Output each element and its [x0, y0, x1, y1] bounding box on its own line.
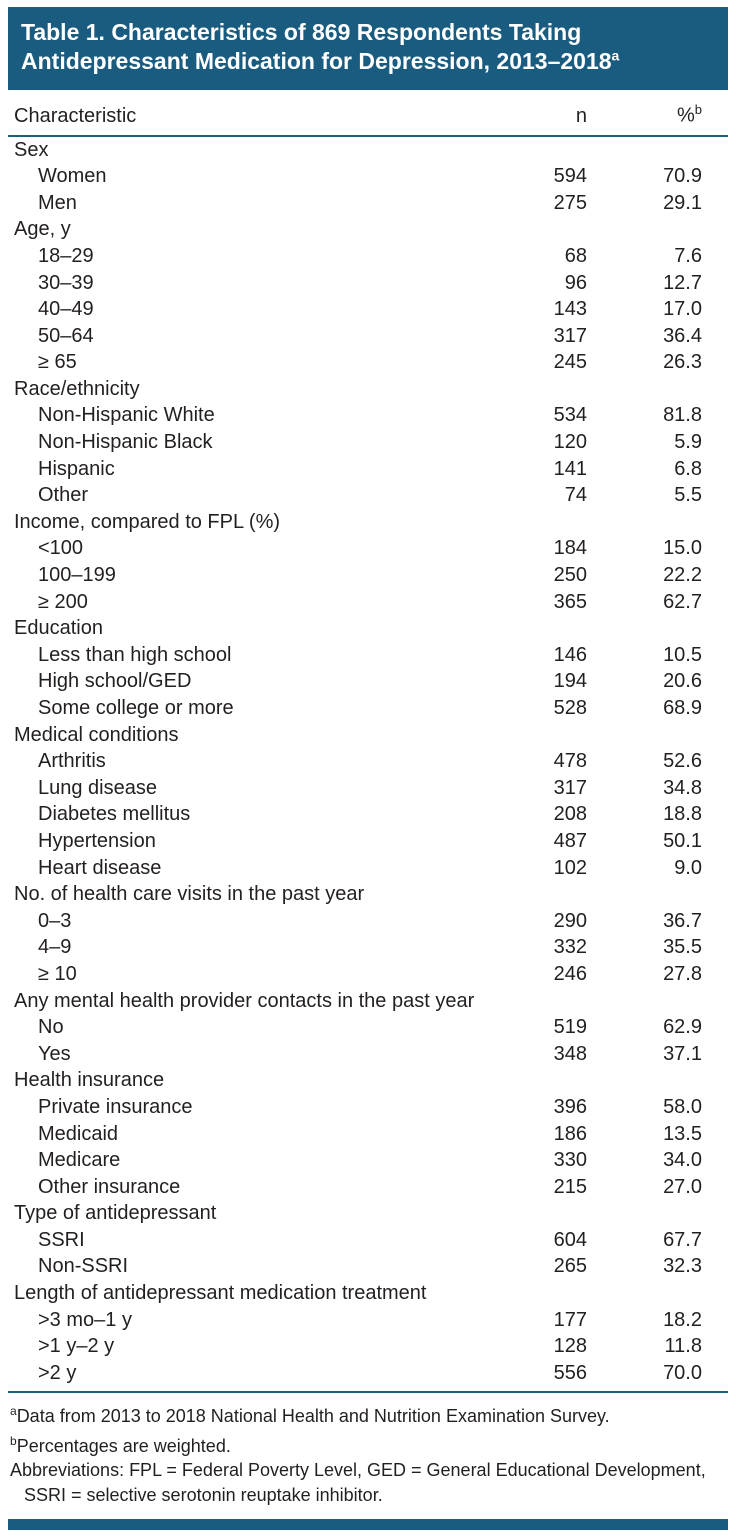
row-percent-value: 9.0 — [674, 856, 702, 879]
row-label-sub: 100–199 — [38, 564, 116, 587]
row-label-sub: 40–49 — [38, 298, 94, 321]
row-percent-value: 5.9 — [674, 431, 702, 454]
percent-sign: % — [676, 104, 695, 127]
column-header-row — [8, 90, 728, 135]
row-label-sub: SSRI — [38, 1228, 85, 1251]
row-label-sub: ≥ 10 — [38, 962, 77, 985]
table-row — [8, 803, 728, 830]
row-label-sub: Hispanic — [38, 457, 115, 480]
row-percent-value: 62.9 — [663, 1016, 702, 1039]
table-row — [8, 936, 728, 963]
table-row — [8, 564, 728, 591]
row-n-value: 146 — [553, 643, 587, 666]
table-row — [8, 1149, 728, 1176]
table-row — [8, 431, 728, 458]
row-n-value: 250 — [553, 564, 587, 587]
row-percent-value: 36.4 — [663, 324, 702, 347]
row-n-value: 528 — [553, 697, 587, 719]
row-label-sub: Some college or more — [38, 697, 234, 719]
row-label-sub: Non-Hispanic Black — [38, 431, 213, 454]
table-row — [8, 1176, 728, 1203]
row-percent-value: 68.9 — [663, 697, 702, 719]
row-percent-value: 17.0 — [663, 298, 702, 321]
row-n-value: 594 — [553, 165, 587, 188]
table-row — [8, 245, 728, 272]
table-row — [8, 777, 728, 804]
table-row — [8, 1096, 728, 1123]
column-header-percent — [587, 102, 728, 128]
row-label-sub: ≥ 65 — [38, 351, 77, 374]
row-label-sub: 0–3 — [38, 909, 72, 932]
footnotes-section — [8, 1393, 728, 1515]
row-percent-value: 58.0 — [663, 1095, 702, 1118]
row-n-value: 478 — [553, 750, 587, 773]
row-n-value: 290 — [553, 909, 587, 932]
row-n-value: 194 — [553, 670, 587, 693]
row-n-value: 177 — [553, 1308, 587, 1331]
row-n-value: 143 — [553, 298, 587, 321]
row-percent-value: 34.8 — [663, 776, 702, 799]
footnote: $^a$Data from 2013 to 2018 National Health and Nutrition Examination Survey. — [10, 1404, 610, 1427]
row-percent-value: 15.0 — [663, 537, 702, 560]
row-n-value: 604 — [553, 1228, 587, 1251]
row-n-value: 68 — [564, 244, 587, 267]
row-label-sub: <100 — [38, 537, 84, 560]
row-label-group: Age, y — [14, 218, 71, 241]
row-percent-value: 20.6 — [663, 670, 702, 693]
row-n-value: 348 — [553, 1042, 587, 1065]
row-percent-value: 10.5 — [663, 643, 702, 666]
row-n-value: 208 — [553, 803, 587, 826]
row-n-value: 74 — [564, 484, 587, 507]
row-percent-value: 29.1 — [663, 191, 702, 214]
row-n-value: 317 — [553, 324, 587, 347]
row-label-sub: Heart disease — [38, 856, 162, 879]
row-n-value: 186 — [553, 1122, 587, 1145]
row-percent-value: 37.1 — [663, 1042, 702, 1065]
table-row — [8, 1043, 728, 1070]
table-body — [8, 137, 728, 1392]
column-header-characteristic: Characteristic — [14, 104, 137, 127]
footnote: Abbreviations: FPL = Federal Poverty Level, GED = General Educational Development, SSRI = selective serotonin reuptake inhibitor. — [10, 1460, 706, 1505]
row-n-value: 120 — [553, 431, 587, 454]
row-label-sub: Arthritis — [38, 750, 106, 773]
row-n-value: 96 — [564, 271, 587, 294]
table-row — [8, 644, 728, 671]
row-label-sub: Medicare — [38, 1149, 121, 1172]
row-n-value: 534 — [553, 404, 587, 427]
row-label-group: Medical conditions — [14, 723, 179, 746]
table-row — [8, 218, 728, 245]
row-percent-value: 18.2 — [663, 1308, 702, 1331]
table-row — [8, 1335, 728, 1362]
row-n-value: 184 — [553, 537, 587, 560]
row-label-group: Income, compared to FPL (%) — [14, 510, 281, 533]
table-row — [8, 963, 728, 990]
table-row — [8, 724, 728, 751]
row-n-value: 215 — [553, 1175, 587, 1198]
table-row — [8, 750, 728, 777]
table-title-footnote-marker: a — [611, 47, 620, 64]
row-n-value: 246 — [553, 962, 587, 985]
row-percent-value: 27.8 — [663, 962, 702, 985]
table-row — [8, 378, 728, 405]
table-row — [8, 910, 728, 937]
row-n-value: 128 — [553, 1335, 587, 1358]
row-label-group: Education — [14, 617, 103, 640]
table-row — [8, 697, 728, 724]
row-percent-value: 32.3 — [663, 1255, 702, 1278]
row-label-sub: Lung disease — [38, 776, 157, 799]
row-percent-value: 5.5 — [674, 484, 702, 507]
row-percent-value: 18.8 — [663, 803, 702, 826]
row-n-value: 330 — [553, 1149, 587, 1172]
row-label-sub: Private insurance — [38, 1095, 193, 1118]
table-title-bar — [8, 7, 728, 90]
table-row — [8, 325, 728, 352]
row-label-group: Type of antidepressant — [14, 1202, 217, 1225]
table-row — [8, 1362, 728, 1389]
row-percent-value: 34.0 — [663, 1149, 702, 1172]
row-n-value: 141 — [553, 457, 587, 480]
row-percent-value: 70.9 — [663, 165, 702, 188]
row-label-group: Race/ethnicity — [14, 377, 140, 400]
row-label-sub: ≥ 200 — [38, 590, 88, 613]
row-label-sub: >2 y — [38, 1361, 77, 1384]
row-n-value: 556 — [553, 1361, 587, 1384]
row-percent-value: 81.8 — [663, 404, 702, 427]
row-label-sub: >3 mo–1 y — [38, 1308, 132, 1331]
table-row — [8, 511, 728, 538]
table-row — [8, 670, 728, 697]
row-percent-value: 26.3 — [663, 351, 702, 374]
row-label-group: Sex — [14, 138, 49, 161]
row-label-sub: 4–9 — [38, 936, 72, 959]
table-row — [8, 537, 728, 564]
table-row — [8, 192, 728, 219]
row-label-sub: 50–64 — [38, 324, 94, 347]
footnote-marker: b — [10, 1433, 17, 1448]
footnote: $^b$Percentages are weighted. — [10, 1433, 231, 1456]
row-label-sub: Other insurance — [38, 1175, 181, 1198]
table-row — [8, 883, 728, 910]
table-row — [8, 1202, 728, 1229]
table-title: Table 1. Characteristics of 869 Respondents Taking Antidepressant Medication for Depression, 2013–2018 — [21, 19, 612, 75]
table-row — [8, 139, 728, 166]
row-label-sub: Medicaid — [38, 1122, 119, 1145]
table-row — [8, 990, 728, 1017]
row-n-value: 396 — [553, 1095, 587, 1118]
row-label-group: Health insurance — [14, 1069, 165, 1092]
row-n-value: 332 — [553, 936, 587, 959]
row-percent-value: 6.8 — [674, 457, 702, 480]
row-label-sub: Hypertension — [38, 829, 156, 852]
table-row — [8, 591, 728, 618]
table-row — [8, 617, 728, 644]
row-n-value: 245 — [553, 351, 587, 374]
table-row — [8, 1255, 728, 1282]
column-header-n: n — [575, 104, 587, 127]
row-label-sub: Non-Hispanic White — [38, 404, 215, 427]
table-row — [8, 1229, 728, 1256]
row-percent-value: 62.7 — [663, 590, 702, 613]
row-label-group: Any mental health provider contacts in the past year — [14, 989, 475, 1012]
row-n-value: 519 — [553, 1016, 587, 1039]
table-row — [8, 165, 728, 192]
table-row — [8, 404, 728, 431]
table-row — [8, 298, 728, 325]
row-n-value: 102 — [553, 856, 587, 879]
row-label-group: Length of antidepressant medication treatment — [14, 1282, 427, 1305]
table-row — [8, 272, 728, 299]
row-label-sub: Men — [38, 191, 77, 214]
footnote-marker: a — [10, 1404, 17, 1419]
row-percent-value: 67.7 — [663, 1228, 702, 1251]
percent-footnote-marker: b — [694, 101, 702, 117]
table-row — [8, 484, 728, 511]
table-row — [8, 830, 728, 857]
row-n-value: 265 — [553, 1255, 587, 1278]
row-percent-value: 13.5 — [663, 1122, 702, 1145]
table-row — [8, 1309, 728, 1336]
row-n-value: 317 — [553, 776, 587, 799]
row-percent-value: 27.0 — [663, 1175, 702, 1198]
row-percent-value: 11.8 — [664, 1335, 702, 1358]
row-percent-value: 70.0 — [663, 1361, 702, 1384]
bottom-bar — [8, 1519, 728, 1530]
row-n-value: 487 — [553, 829, 587, 852]
row-label-sub: >1 y–2 y — [38, 1335, 115, 1358]
table-row — [8, 1069, 728, 1096]
row-label-sub: 18–29 — [38, 244, 94, 267]
table-row — [8, 351, 728, 378]
row-label-sub: High school/GED — [38, 670, 192, 693]
row-n-value: 365 — [553, 590, 587, 613]
row-percent-value: 7.6 — [674, 244, 702, 267]
row-label-sub: Less than high school — [38, 643, 232, 666]
row-label-sub: Yes — [38, 1042, 71, 1065]
row-percent-value: 12.7 — [663, 271, 702, 294]
row-label-sub: Non-SSRI — [38, 1255, 129, 1278]
row-n-value: 275 — [553, 191, 587, 214]
row-percent-value: 35.5 — [663, 936, 702, 959]
row-label-sub: No — [38, 1016, 64, 1039]
table-row — [8, 1282, 728, 1309]
table-row — [8, 1016, 728, 1043]
row-label-group: No. of health care visits in the past year — [14, 883, 365, 906]
row-label-sub: Other — [38, 484, 89, 507]
row-label-sub: 30–39 — [38, 271, 94, 294]
row-percent-value: 50.1 — [663, 829, 702, 852]
table-row — [8, 458, 728, 485]
row-label-sub: Women — [38, 165, 107, 188]
table-row — [8, 857, 728, 884]
row-label-sub: Diabetes mellitus — [38, 803, 191, 826]
row-percent-value: 36.7 — [663, 909, 702, 932]
row-percent-value: 22.2 — [663, 564, 702, 587]
table-row — [8, 1123, 728, 1150]
row-percent-value: 52.6 — [663, 750, 702, 773]
